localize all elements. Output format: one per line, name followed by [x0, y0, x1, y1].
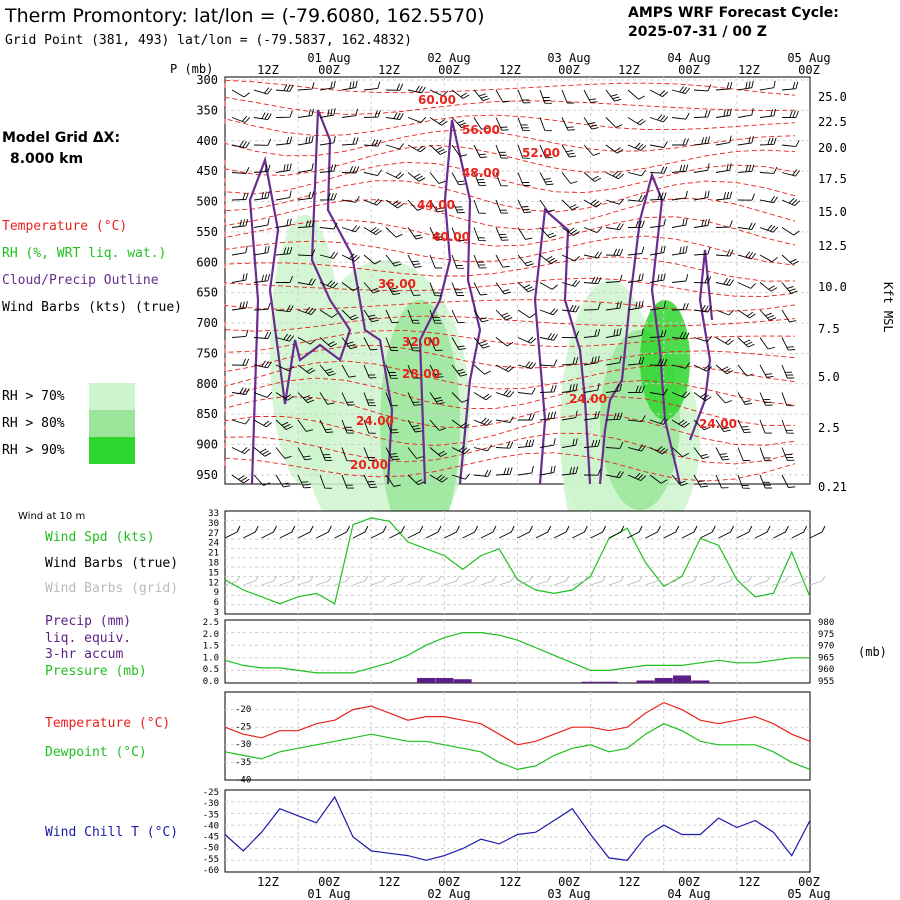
- chill-ytick-7: -60: [202, 866, 219, 876]
- bottom-date-tick-0: 01 Aug: [307, 887, 351, 900]
- top-time-ticks: [257, 51, 831, 77]
- dewpoint-label: Dewpoint (°C): [45, 745, 147, 760]
- legend-rh: RH (%, WRT liq. wat.): [2, 246, 167, 261]
- pressure-tick-9: 750: [196, 346, 218, 361]
- wind-ytick-4: 21: [208, 548, 219, 559]
- bottom-date-tick-2: 03 Aug: [547, 887, 591, 900]
- wind-ytick-5: 18: [208, 558, 219, 569]
- legend-rh90-swatch: [89, 437, 135, 464]
- legend-rh70: RH > 70%: [2, 389, 65, 404]
- kft-tick-2: 20.0: [818, 141, 847, 155]
- temp-ytick-0: -20: [235, 705, 252, 715]
- pressure-ticks: [196, 73, 218, 482]
- pressure-ytick-5: 955: [818, 677, 835, 687]
- kft-tick-5: 12.5: [818, 239, 847, 253]
- bottom-date-tick-3: 04 Aug: [667, 887, 711, 900]
- grid-value: 8.000 km: [10, 151, 84, 167]
- bottom-date-tick-1: 02 Aug: [427, 887, 471, 900]
- kft-tick-6: 10.0: [818, 280, 847, 294]
- p-axis-label: P (mb): [170, 62, 214, 76]
- bottom-time-tick-2: 12Z: [378, 875, 400, 889]
- temp-ytick-3: -35: [235, 757, 252, 768]
- contour-label-8: 28.00: [402, 367, 440, 381]
- precip-label-2: 3-hr accum: [45, 647, 124, 662]
- wind-header: Wind at 10 m: [18, 511, 86, 522]
- top-time-tick-0: 12Z: [257, 63, 279, 77]
- pressure-ytick-3: 965: [818, 653, 835, 664]
- wind-ytick-2: 27: [208, 528, 219, 539]
- pressure-ytick-1: 975: [818, 629, 835, 640]
- kft-tick-9: 2.5: [818, 421, 840, 435]
- contour-label-6: 36.00: [378, 277, 416, 291]
- top-date-tick-0: 01 Aug: [307, 51, 351, 65]
- wind-panel: [18, 509, 825, 618]
- bottom-time-tick-3: 00Z: [438, 875, 460, 889]
- top-date-tick-2: 03 Aug: [547, 51, 591, 65]
- top-date-tick-3: 04 Aug: [667, 51, 711, 65]
- precip-ytick-2: 1.5: [202, 641, 219, 652]
- kft-tick-10: 0.21: [818, 480, 847, 494]
- top-time-tick-3: 00Z: [438, 63, 460, 77]
- pressure-ytick-4: 960: [818, 665, 835, 676]
- chill-ytick-3: -40: [202, 821, 219, 832]
- bottom-time-tick-4: 12Z: [499, 875, 521, 889]
- pressure-tick-11: 850: [196, 407, 218, 422]
- precip-ytick-3: 1.0: [202, 653, 219, 664]
- precip-bar-24: [655, 678, 673, 683]
- surface-barb-grid-32: [810, 576, 825, 585]
- temp-panel: [45, 692, 810, 785]
- contour-label-0: 60.00: [418, 93, 456, 107]
- wind-ytick-9: 6: [213, 598, 219, 609]
- grid-title: Model Grid ΔX:: [2, 130, 121, 146]
- legend-rh80-swatch: [89, 410, 135, 437]
- contour-label-9: 24.00: [569, 392, 607, 406]
- temp-ytick-1: -25: [235, 722, 252, 733]
- chart-subtitle: Grid Point (381, 493) lat/lon = (-79.5837, 162.4832): [5, 33, 412, 48]
- cycle-label: AMPS WRF Forecast Cycle:: [628, 5, 839, 21]
- precip-bar-13: [454, 679, 472, 683]
- precip-bar-23: [636, 680, 654, 683]
- contour-label-2: 52.00: [522, 146, 560, 160]
- precip-label-0: Precip (mm): [45, 614, 132, 629]
- precip-ytick-5: 0.0: [202, 677, 219, 687]
- chart-title: Therm Promontory: lat/lon = (-79.6080, 162.5570): [5, 5, 485, 27]
- pressure-tick-3: 450: [196, 164, 218, 179]
- legend-cloud: Cloud/Precip Outline: [2, 273, 159, 288]
- wind-label-speed: Wind Spd (kts): [45, 530, 155, 545]
- legend-wind: Wind Barbs (kts) (true): [2, 300, 183, 315]
- wind-ytick-10: 3: [213, 608, 219, 618]
- contour-label-3: 48.00: [462, 166, 500, 180]
- kft-tick-3: 17.5: [818, 172, 847, 186]
- precip-bar-25: [673, 675, 691, 683]
- wind-ytick-7: 12: [208, 578, 219, 589]
- kft-ticks: [818, 90, 847, 494]
- bottom-time-tick-7: 00Z: [678, 875, 700, 889]
- legend-rh90: RH > 90%: [2, 443, 65, 458]
- legend-temperature: Temperature (°C): [2, 219, 128, 234]
- bottom-time-tick-0: 12Z: [257, 875, 279, 889]
- temp-label: Temperature (°C): [45, 716, 171, 731]
- bottom-time-tick-9: 00Z: [798, 875, 820, 889]
- contour-label-12: 20.00: [350, 458, 388, 472]
- precip-bar-20: [582, 682, 600, 683]
- chill-ytick-0: -25: [202, 788, 219, 798]
- legend-rh70-swatch: [89, 383, 135, 410]
- pressure-tick-8: 700: [196, 316, 218, 331]
- bottom-time-ticks: [257, 875, 831, 900]
- wind-ytick-8: 9: [213, 588, 219, 599]
- top-time-tick-1: 00Z: [318, 63, 340, 77]
- cycle-value: 2025-07-31 / 00 Z: [628, 24, 767, 40]
- contour-label-5: 40.00: [432, 230, 470, 244]
- chill-panel: [45, 788, 831, 900]
- pressure-unit: (mb): [858, 645, 887, 659]
- bottom-time-tick-5: 00Z: [558, 875, 580, 889]
- pressure-tick-2: 400: [196, 133, 218, 148]
- top-time-tick-4: 12Z: [499, 63, 521, 77]
- bottom-time-tick-8: 12Z: [738, 875, 760, 889]
- kft-tick-7: 7.5: [818, 322, 840, 336]
- kft-tick-0: 25.0: [818, 90, 847, 104]
- pressure-tick-6: 600: [196, 255, 218, 270]
- top-time-tick-5: 00Z: [558, 63, 580, 77]
- legend-rh80: RH > 80%: [2, 416, 65, 431]
- temp-ytick-4: -40: [235, 775, 252, 786]
- kft-axis-label: Kft MSL: [881, 282, 895, 333]
- surface-barb-true-32: [810, 526, 825, 538]
- rh90-blob-1: [640, 300, 690, 420]
- top-time-tick-9: 00Z: [798, 63, 820, 77]
- kft-tick-4: 15.0: [818, 205, 847, 219]
- pressure-tick-1: 350: [196, 103, 218, 118]
- top-time-tick-7: 00Z: [678, 63, 700, 77]
- chill-ytick-1: -30: [202, 799, 219, 810]
- chill-ytick-2: -35: [202, 810, 219, 821]
- wind-ytick-0: 33: [208, 509, 219, 519]
- contour-label-11: 24.00: [699, 417, 737, 431]
- pressure-tick-13: 950: [196, 467, 218, 482]
- bottom-time-tick-1: 00Z: [318, 875, 340, 889]
- pressure-tick-10: 800: [196, 376, 218, 391]
- precip-bar-21: [600, 682, 618, 683]
- pressure-tick-12: 900: [196, 437, 218, 452]
- top-time-tick-2: 12Z: [378, 63, 400, 77]
- chill-ytick-5: -50: [202, 843, 219, 854]
- precip-ytick-1: 2.0: [202, 629, 219, 640]
- precip-panel: [45, 614, 887, 687]
- precip-ytick-0: 2.5: [202, 618, 219, 628]
- precip-ytick-4: 0.5: [202, 665, 219, 676]
- top-date-tick-4: 05 Aug: [787, 51, 831, 65]
- kft-tick-1: 22.5: [818, 115, 847, 129]
- chill-ytick-6: -55: [202, 854, 219, 865]
- top-time-tick-6: 12Z: [618, 63, 640, 77]
- contour-label-7: 32.00: [402, 335, 440, 349]
- precip-label-3: Pressure (mb): [45, 664, 147, 679]
- bottom-date-tick-4: 05 Aug: [787, 887, 831, 900]
- top-date-tick-1: 02 Aug: [427, 51, 471, 65]
- contour-label-4: 44.00: [417, 198, 455, 212]
- wind-ytick-1: 30: [208, 518, 219, 529]
- cross-section-panel: [170, 51, 895, 580]
- precip-label-1: liq. equiv.: [45, 631, 132, 646]
- precip-bar-26: [691, 680, 709, 683]
- wind-ytick-3: 24: [208, 538, 219, 549]
- pressure-tick-0: 300: [196, 73, 218, 88]
- top-time-tick-8: 12Z: [738, 63, 760, 77]
- chill-label: Wind Chill T (°C): [45, 825, 179, 840]
- temp-ytick-2: -30: [235, 740, 252, 751]
- kft-tick-8: 5.0: [818, 370, 840, 384]
- pressure-ytick-2: 970: [818, 641, 835, 652]
- wind-ytick-6: 15: [208, 568, 219, 579]
- precip-bar-11: [417, 678, 435, 683]
- wind-label-barbs: Wind Barbs (true): [45, 556, 179, 571]
- contour-label-1: 56.00: [462, 123, 500, 137]
- bottom-time-tick-6: 12Z: [618, 875, 640, 889]
- contour-label-10: 24.00: [356, 414, 394, 428]
- wind-label-grid: Wind Barbs (grid): [45, 581, 179, 596]
- pressure-tick-7: 650: [196, 285, 218, 300]
- chill-ytick-4: -45: [202, 832, 219, 843]
- pressure-tick-4: 500: [196, 194, 218, 209]
- pressure-ytick-0: 980: [818, 618, 835, 628]
- precip-bar-12: [435, 678, 453, 683]
- pressure-tick-5: 550: [196, 224, 218, 239]
